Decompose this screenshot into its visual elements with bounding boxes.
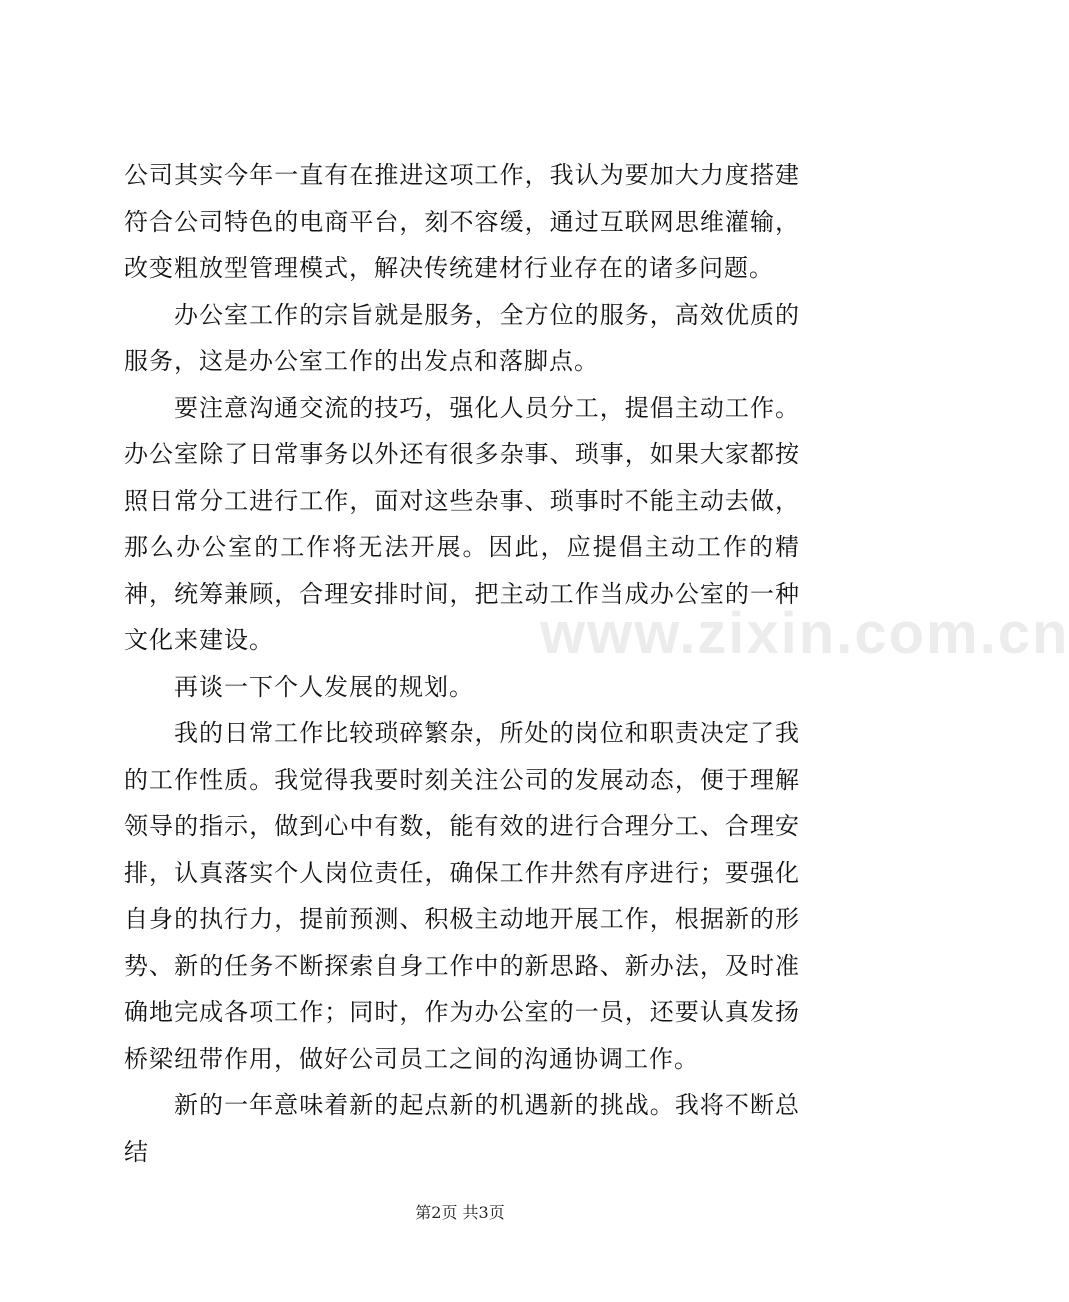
paragraph-4: 再谈一下个人发展的规划。 [174,672,474,701]
watermark: www.zixin.com.cn [540,601,1069,666]
paragraph-1: 公司其实今年一直有在推进这项工作，我认为要加大力度搭建符合公司特色的电商平台，刻不容缓，通过互联网思维灌输，改变粗放型管理模式，解决传统建材行业存在的诸多问题。 [124,161,800,282]
paragraph-2: 办公室工作的宗旨就是服务，全方位的服务，高效优质的服务，这是办公室工作的出发点和落脚点。 [124,300,800,375]
paragraph-6: 新的一年意味着新的起点新的机遇新的挑战。我将不断总结 [124,1091,800,1166]
paragraph-3: 要注意沟通交流的技巧，强化人员分工，提倡主动工作。办公室除了日常事务以外还有很多杂事、琐事，如果大家都按照日常分工进行工作，面对这些杂事、琐事时不能主动去做，那么办公室的工作将无法开展。因此，应提倡主动工作的精神，统筹兼顾，合理安排时间，把主动工作当成办公室的一种文化来建设。 [124,393,800,654]
page-footer: 第2页 共3页 [415,1203,505,1222]
paragraph-5: 我的日常工作比较琐碎繁杂，所处的岗位和职责决定了我的工作性质。我觉得我要时刻关注公司的发展动态，便于理解领导的指示，做到心中有数，能有效的进行合理分工、合理安排，认真落实个人岗位责任，确保工作井然有序进行；要强化自身的执行力，提前预测、积极主动地开展工作，根据新的形势、新的任务不断探索自身工作中的新思路、新办法，及时准确地完成各项工作；同时，作为办公室的一员，还要认真发扬桥梁纽带作用，做好公司员工之间的沟通协调工作。 [124,719,800,1073]
